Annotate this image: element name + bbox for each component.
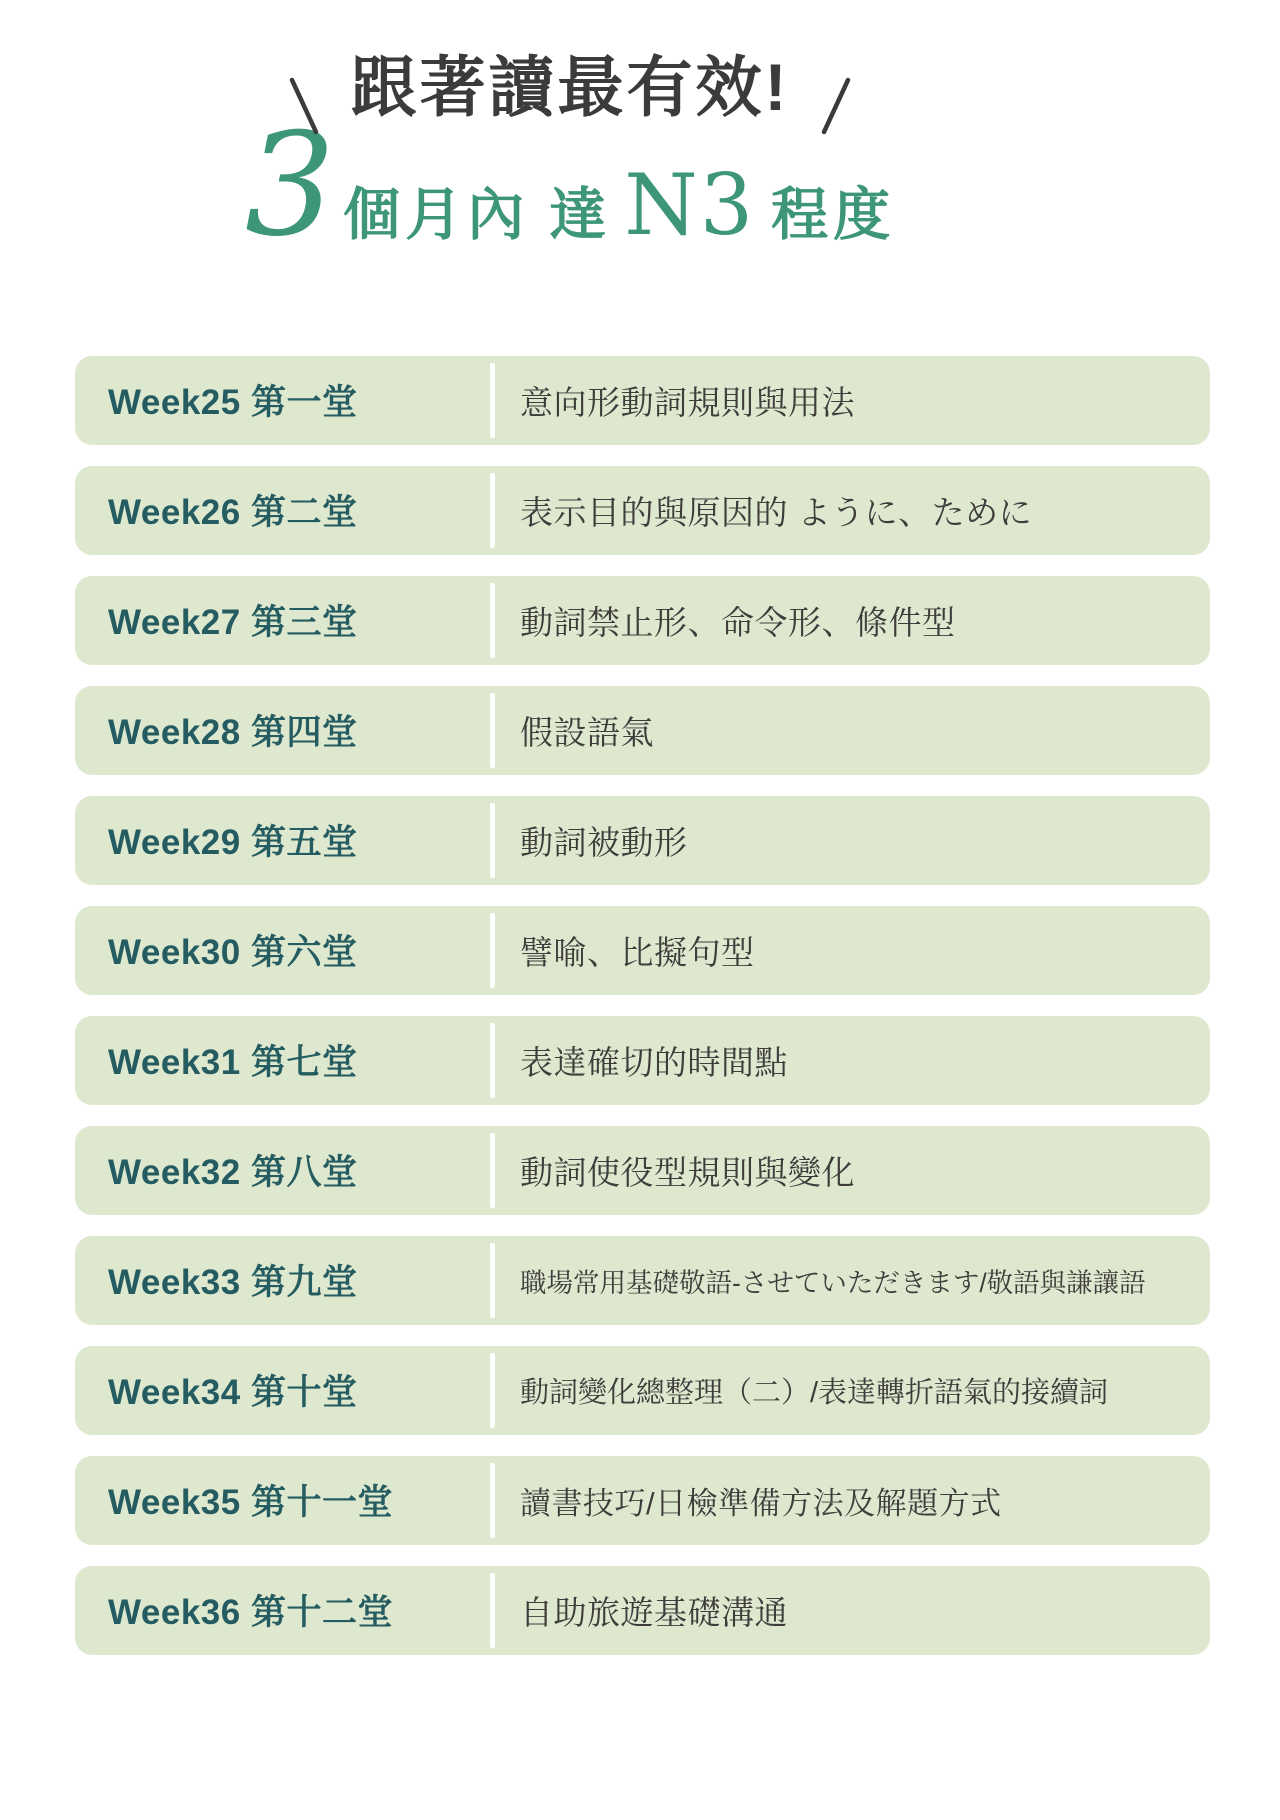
week-label: Week27 第三堂 <box>108 603 358 643</box>
course-topic: 動詞禁止形、命令形、條件型 <box>520 603 956 641</box>
subtitle-level: N3 <box>624 155 756 254</box>
course-topic: 假設語氣 <box>520 713 654 751</box>
week-label: Week28 第四堂 <box>108 713 358 753</box>
week-label: Week32 第八堂 <box>108 1153 358 1193</box>
course-row-week33 <box>75 1236 1210 1325</box>
course-topic: 表示目的與原因的 ように、ために <box>520 493 1033 531</box>
course-row-week32 <box>75 1126 1210 1215</box>
course-row-week26 <box>75 466 1210 555</box>
course-row-week30 <box>75 906 1210 995</box>
week-label: Week26 第二堂 <box>108 493 358 533</box>
week-label: Week35 第十一堂 <box>108 1483 393 1523</box>
course-list <box>75 356 1210 1655</box>
course-topic: 自助旅遊基礎溝通 <box>520 1593 788 1631</box>
subtitle-months: 個月內 <box>343 180 530 248</box>
subtitle-degree: 程度 <box>771 180 896 248</box>
course-topic: 讀書技巧/日檢準備方法及解題方式 <box>520 1485 1002 1521</box>
course-topic: 職場常用基礎敬語-させていただきます/敬語與謙讓語 <box>520 1267 1146 1298</box>
subtitle <box>244 102 896 268</box>
course-row-week35 <box>75 1456 1210 1545</box>
week-label: Week25 第一堂 <box>108 383 358 423</box>
course-row-week36 <box>75 1566 1210 1655</box>
subtitle-reach: 達 <box>549 180 607 248</box>
week-label: Week31 第七堂 <box>108 1043 358 1083</box>
course-topic: 表達確切的時間點 <box>520 1043 788 1081</box>
course-topic: 動詞變化總整理（二）/表達轉折語氣的接續詞 <box>520 1376 1109 1409</box>
course-row-week34 <box>75 1346 1210 1435</box>
subtitle-big-number: 3 <box>244 102 336 268</box>
page-title: 跟著讀最有效! <box>350 50 790 124</box>
course-row-week25 <box>75 356 1210 445</box>
course-row-week29 <box>75 796 1210 885</box>
week-label: Week29 第五堂 <box>108 823 358 863</box>
course-row-week28 <box>75 686 1210 775</box>
course-topic: 動詞使役型規則與變化 <box>520 1153 855 1191</box>
course-topic: 譬喻、比擬句型 <box>520 933 755 971</box>
header <box>0 0 1210 268</box>
title-row <box>287 50 854 126</box>
course-row-week27 <box>75 576 1210 665</box>
left-slash-icon <box>287 74 321 138</box>
week-label: Week30 第六堂 <box>108 933 358 973</box>
course-topic: 意向形動詞規則與用法 <box>520 383 855 421</box>
week-label: Week34 第十堂 <box>108 1373 358 1413</box>
course-row-week31 <box>75 1016 1210 1105</box>
course-topic: 動詞被動形 <box>520 823 688 861</box>
week-label: Week33 第九堂 <box>108 1263 358 1303</box>
right-slash-icon <box>819 74 853 138</box>
week-label: Week36 第十二堂 <box>108 1593 393 1633</box>
